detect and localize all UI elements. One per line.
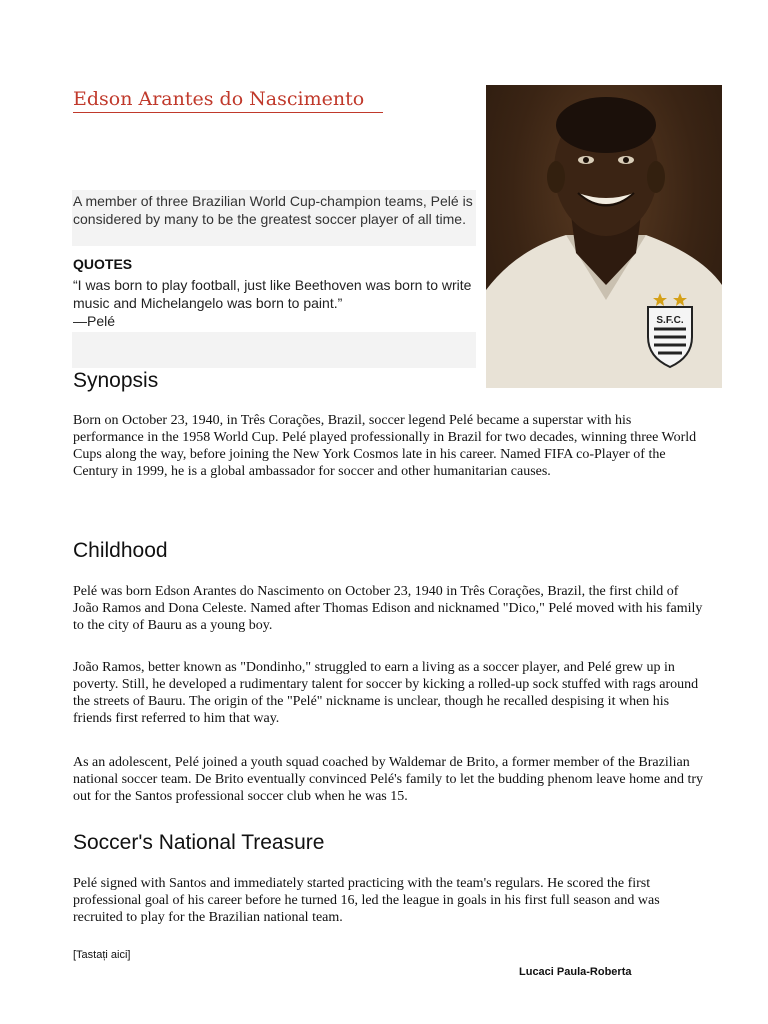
treasure-heading: Soccer's National Treasure xyxy=(73,831,325,854)
quotes-heading: QUOTES xyxy=(73,256,133,272)
quote-author: —Pelé xyxy=(73,313,116,329)
childhood-paragraph-1: Pelé was born Edson Arantes do Nascimento on October 23, 1940 in Três Corações, Brazil, the first child of João Ramos and Dona Celeste. Named after Thomas Edison and nicknamed "Dico," Pelé moved with his family to the city of Bauru as a young boy. xyxy=(73,584,703,633)
childhood-paragraph-3: As an adolescent, Pelé joined a youth squad coached by Waldemar de Brito, a former member of the Brazilian national soccer team. De Brito eventually convinced Pelé's family to let the budding phenom leave home and try out for the Santos professional soccer club when he was 15. xyxy=(73,755,703,804)
synopsis-heading: Synopsis xyxy=(73,369,159,392)
quote-block xyxy=(73,276,477,330)
quote-background xyxy=(72,332,476,368)
childhood-paragraph-2: João Ramos, better known as "Dondinho," struggled to earn a living as a soccer player, and Pelé grew up in poverty. Still, he developed a rudimentary talent for soccer by kicking a rolled-up sock stuffed with rags around the streets of Bauru. The origin of the "Pelé" nickname is unclear, though he recalled despising it when his friends first referred to him that way. xyxy=(73,660,699,726)
treasure-paragraph: Pelé signed with Santos and immediately started practicing with the team's regulars. He scored the first professional goal of his career before he turned 16, led the league in goals in his first full season and was recruited to play for the Brazilian national team. xyxy=(73,876,660,925)
synopsis-paragraph: Born on October 23, 1940, in Três Corações, Brazil, soccer legend Pelé became a superstar with his performance in the 1958 World Cup. Pelé played professionally in Brazil for two decades, winning three World Cups along the way, before joining the New York Cosmos late in his career. Named FIFA co-Player of the Century in 1999, he is a global ambassador for soccer and other humanitarian causes. xyxy=(73,413,697,479)
portrait-photo xyxy=(486,85,722,388)
quote-text: “I was born to play football, just like Beethoven was born to write music and Michelangelo was born to paint.” xyxy=(73,277,472,311)
page-title: Edson Arantes do Nascimento xyxy=(73,88,383,113)
footer-placeholder[interactable]: [Tastați aici] xyxy=(73,949,131,961)
intro-text: A member of three Brazilian World Cup-champion teams, Pelé is considered by many to be the greatest soccer player of all time. xyxy=(73,193,473,227)
footer-author: Lucaci Paula-Roberta xyxy=(519,966,632,978)
childhood-heading: Childhood xyxy=(73,539,168,562)
crest-text: S.F.C. xyxy=(656,315,684,326)
